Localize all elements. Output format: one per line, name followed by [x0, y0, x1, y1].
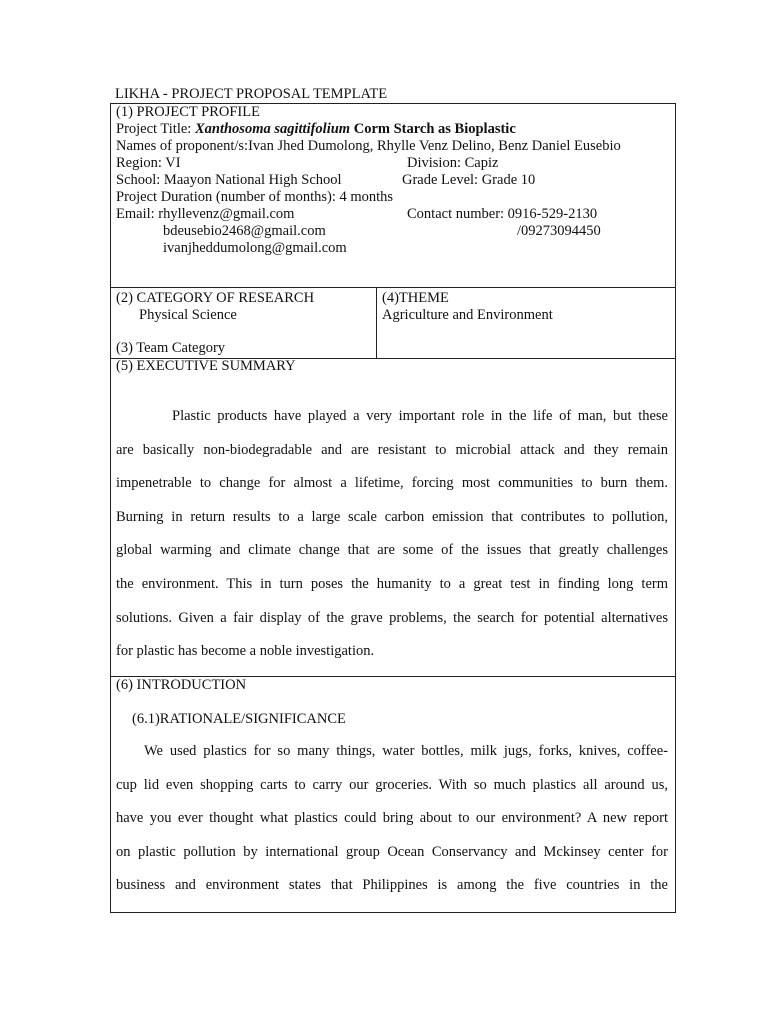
summary-line: for plastic has become a noble investigation. — [116, 643, 375, 660]
theme-heading: (4)THEME — [382, 290, 449, 306]
divider — [376, 287, 377, 358]
proponents: Names of proponent/s:Ivan Jhed Dumolong, Rhylle Venz Delino, Benz Daniel Eusebio — [116, 138, 621, 154]
category-theme-section — [111, 288, 675, 358]
project-title-label: Project Title: — [116, 121, 195, 137]
project-profile-heading: (1) PROJECT PROFILE — [116, 104, 260, 120]
summary-line: are basically non-biodegradable and are resistant to microbial attack and they remain — [116, 441, 668, 458]
email-primary: Email: rhyllevenz@gmail.com — [116, 206, 295, 222]
project-duration: Project Duration (number of months): 4 months — [116, 189, 394, 205]
intro-line: cup lid even shopping carts to carry our groceries. With so much plastics all around us, — [116, 776, 668, 793]
category-heading: (2) CATEGORY OF RESEARCH — [116, 290, 315, 306]
executive-summary-section — [111, 359, 675, 678]
executive-summary-heading: (5) EXECUTIVE SUMMARY — [116, 358, 296, 374]
intro-line: We used plastics for so many things, water bottles, milk jugs, forks, knives, coffee- — [144, 743, 668, 759]
project-title-rest: Corm Starch as Bioplastic — [350, 121, 516, 137]
school: School: Maayon National High School — [116, 172, 342, 188]
email-tertiary: ivanjheddumolong@gmail.com — [163, 240, 347, 256]
introduction-text — [116, 735, 668, 903]
introduction-heading: (6) INTRODUCTION — [116, 677, 247, 693]
rationale-subheading: (6.1)RATIONALE/SIGNIFICANCE — [132, 711, 346, 727]
summary-line: solutions. Given a fair display of the grave problems, the search for potential alternatives — [116, 609, 668, 626]
grade-level: Grade Level: Grade 10 — [402, 172, 536, 188]
summary-line: Plastic products have played a very important role in the life of man, but these — [172, 408, 668, 424]
project-profile-section — [111, 104, 675, 287]
summary-line: impenetrable to change for almost a lifetime, forcing most communities to burn them. — [116, 475, 668, 492]
summary-line: the environment. This in turn poses the humanity to a great test in finding long term — [116, 575, 668, 592]
theme-value: Agriculture and Environment — [382, 307, 553, 323]
executive-summary-text — [116, 400, 668, 669]
proposal-form — [110, 103, 676, 913]
division: Division: Capiz — [407, 155, 499, 171]
contact-number-secondary: /09273094450 — [517, 223, 601, 239]
project-title-scientific-name: Xanthosoma sagittifolium — [194, 121, 351, 137]
team-category-heading: (3) Team Category — [116, 340, 226, 356]
email-secondary: bdeusebio2468@gmail.com — [163, 223, 326, 239]
document-title: LIKHA - PROJECT PROPOSAL TEMPLATE — [115, 86, 388, 102]
category-value: Physical Science — [139, 307, 237, 323]
summary-line: Burning in return results to a large scale carbon emission that contributes to pollution, — [116, 508, 668, 525]
project-title — [116, 121, 516, 138]
region: Region: VI — [116, 155, 181, 171]
contact-number: Contact number: 0916-529-2130 — [407, 206, 598, 222]
summary-line: global warming and climate change that are some of the issues that greatly challenges — [116, 542, 668, 559]
intro-line: have you ever thought what plastics could bring about to our environment? A new report — [116, 810, 668, 827]
intro-line: business and environment states that Philippines is among the five countries in the — [116, 877, 668, 894]
introduction-section — [111, 677, 675, 913]
intro-line: on plastic pollution by international group Ocean Conservancy and Mckinsey center for — [116, 843, 668, 860]
